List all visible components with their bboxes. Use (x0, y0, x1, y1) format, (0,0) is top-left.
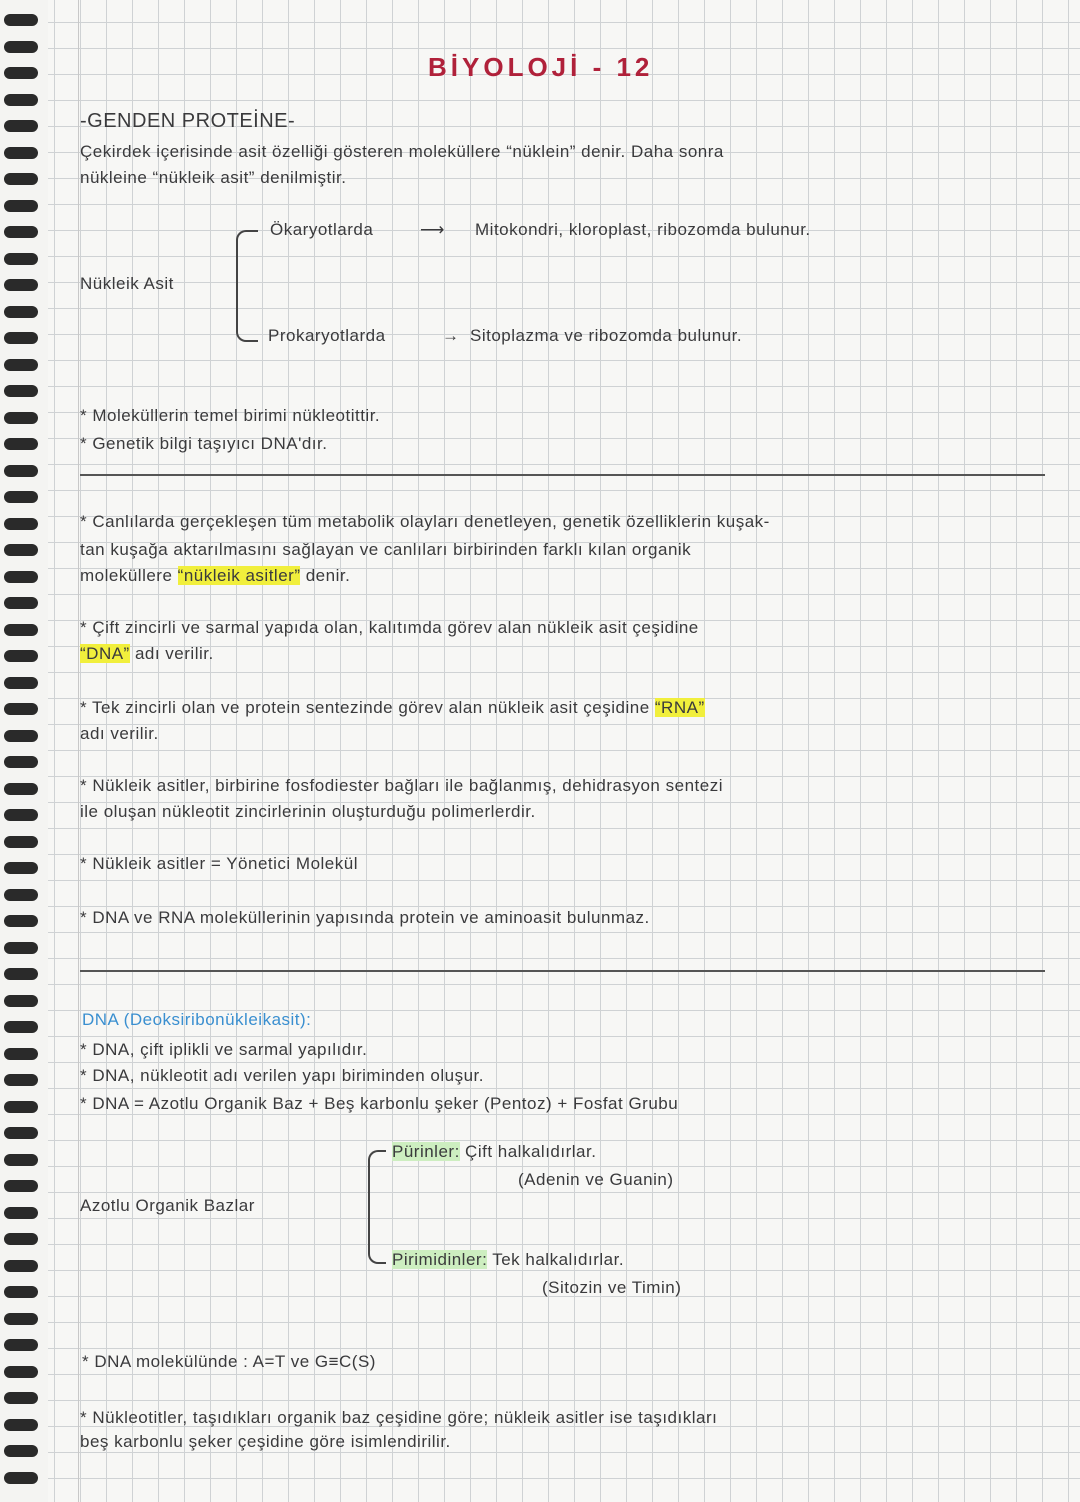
text: denir. (305, 566, 351, 585)
text: adı verilir. (134, 644, 214, 663)
paragraph-line (80, 644, 214, 664)
spiral-ring (4, 491, 38, 503)
spiral-ring (4, 306, 38, 318)
spiral-ring (4, 995, 38, 1007)
spiral-ring (4, 465, 38, 477)
spiral-ring (4, 915, 38, 927)
spiral-ring (4, 253, 38, 265)
spiral-ring (4, 968, 38, 980)
spiral-ring (4, 571, 38, 583)
spiral-ring (4, 359, 38, 371)
arrow-icon: ⟶ (420, 220, 445, 239)
spiral-ring (4, 226, 38, 238)
diagram-root: Azotlu Organik Bazlar (80, 1196, 255, 1215)
divider (80, 474, 1045, 476)
spiral-ring (4, 624, 38, 636)
dna-line: * DNA = Azotlu Organik Baz + Beş karbonlu şeker (Pentoz) + Fosfat Grubu (80, 1094, 679, 1113)
spiral-ring (4, 1419, 38, 1431)
section-heading: -GENDEN PROTEİNE- (80, 110, 296, 132)
paragraph-line: * Nükleik asitler = Yönetici Molekül (80, 854, 358, 873)
brace (368, 1150, 386, 1264)
spiral-ring (4, 1472, 38, 1484)
spiral-ring (4, 544, 38, 556)
spiral-ring (4, 809, 38, 821)
spiral-ring (4, 1339, 38, 1351)
paragraph-line: adı verilir. (80, 724, 159, 743)
spiral-ring (4, 438, 38, 450)
branch (392, 1142, 596, 1162)
branch-label: Pürinler: (392, 1142, 460, 1161)
spiral-ring (4, 147, 38, 159)
diagram-root: Nükleik Asit (80, 274, 174, 293)
divider (80, 970, 1045, 972)
branch-desc: Tek halkalıdırlar. (492, 1250, 625, 1269)
spiral-ring (4, 385, 38, 397)
branch-label: Ökaryotlarda (270, 220, 374, 239)
spiral-ring (4, 279, 38, 291)
pairing-rule: * DNA molekülünde : A=T ve G≡C(S) (82, 1352, 376, 1371)
margin-line (78, 0, 79, 1502)
spiral-ring (4, 889, 38, 901)
highlight: “DNA” (80, 644, 130, 663)
spiral-ring (4, 1154, 38, 1166)
spiral-ring (4, 597, 38, 609)
spiral-ring (4, 836, 38, 848)
highlight: “nükleik asitler” (177, 566, 301, 585)
spiral-binding (0, 0, 44, 1502)
spiral-ring (4, 412, 38, 424)
spiral-ring (4, 1366, 38, 1378)
spiral-ring (4, 1445, 38, 1457)
paragraph-line: * Canlılarda gerçekleşen tüm metabolik olayları denetleyen, genetik özelliklerin kuşak- (80, 512, 770, 531)
spiral-ring (4, 1021, 38, 1033)
branch-sub: (Sitozin ve Timin) (542, 1278, 682, 1297)
branch-target: Mitokondri, kloroplast, ribozomda bulunur. (475, 220, 811, 239)
intro-line: Çekirdek içerisinde asit özelliği gösteren moleküllere “nüklein” denir. Daha sonra (80, 142, 724, 161)
paragraph-line (80, 566, 350, 586)
dna-line: * DNA, nükleotit adı verilen yapı biriminden oluşur. (80, 1066, 484, 1085)
branch-label: Pirimidinler: (392, 1250, 488, 1269)
spiral-ring (4, 650, 38, 662)
spiral-ring (4, 730, 38, 742)
page-title: BİYOLOJİ - 12 (428, 52, 654, 82)
dna-heading: DNA (Deoksiribonükleikasit): (82, 1010, 312, 1029)
spiral-ring (4, 862, 38, 874)
spiral-ring (4, 200, 38, 212)
spiral-ring (4, 1286, 38, 1298)
branch (392, 1250, 624, 1270)
paragraph-line: * Çift zincirli ve sarmal yapıda olan, kalıtımda görev alan nükleik asit çeşidine (80, 618, 699, 637)
spiral-ring (4, 67, 38, 79)
spiral-ring (4, 94, 38, 106)
paragraph-line: ile oluşan nükleotit zincirlerinin oluşturduğu polimerlerdir. (80, 802, 536, 821)
spiral-ring (4, 1392, 38, 1404)
spiral-ring (4, 703, 38, 715)
branch-target: Sitoplazma ve ribozomda bulunur. (470, 326, 743, 345)
spiral-ring (4, 1207, 38, 1219)
spiral-ring (4, 1233, 38, 1245)
spiral-ring (4, 1048, 38, 1060)
branch-label: Prokaryotlarda (268, 326, 386, 345)
paragraph-line: * Nükleik asitler, birbirine fosfodiester bağları ile bağlanmış, dehidrasyon sentezi (80, 776, 723, 795)
spiral-ring (4, 332, 38, 344)
spiral-ring (4, 518, 38, 530)
spiral-ring (4, 1127, 38, 1139)
spiral-ring (4, 942, 38, 954)
dna-line: * DNA, çift iplikli ve sarmal yapılıdır. (80, 1040, 368, 1059)
paragraph-line (80, 698, 705, 718)
spiral-ring (4, 120, 38, 132)
note: * Moleküllerin temel birimi nükleotittir. (80, 406, 381, 425)
spiral-ring (4, 173, 38, 185)
branch-sub: (Adenin ve Guanin) (518, 1170, 674, 1189)
spiral-ring (4, 677, 38, 689)
spiral-ring (4, 1260, 38, 1272)
spiral-ring (4, 14, 38, 26)
brace (236, 230, 258, 342)
spiral-ring (4, 783, 38, 795)
spiral-ring (4, 41, 38, 53)
spiral-ring (4, 1101, 38, 1113)
spiral-ring (4, 756, 38, 768)
note: * Genetik bilgi taşıyıcı DNA'dır. (80, 434, 328, 453)
branch-desc: Çift halkalıdırlar. (465, 1142, 597, 1161)
spiral-ring (4, 1313, 38, 1325)
arrow-icon: → (442, 326, 460, 345)
paragraph-line: tan kuşağa aktarılmasını sağlayan ve canlıları birbirinden farklı kılan organik (80, 540, 692, 559)
text: * Tek zincirli olan ve protein sentezinde görev alan nükleik asit çeşidine (80, 698, 650, 717)
paragraph-line: * DNA ve RNA moleküllerinin yapısında protein ve aminoasit bulunmaz. (80, 908, 650, 927)
paragraph-line: beş karbonlu şeker çeşidine göre isimlendirilir. (80, 1432, 451, 1451)
text: moleküllere (80, 566, 173, 585)
spiral-ring (4, 1074, 38, 1086)
paragraph-line: * Nükleotitler, taşıdıkları organik baz çeşidine göre; nükleik asitler ise taşıdıkları (80, 1408, 718, 1427)
intro-line: nükleine “nükleik asit” denilmiştir. (80, 168, 347, 187)
spiral-ring (4, 1180, 38, 1192)
highlight: “RNA” (654, 698, 705, 717)
